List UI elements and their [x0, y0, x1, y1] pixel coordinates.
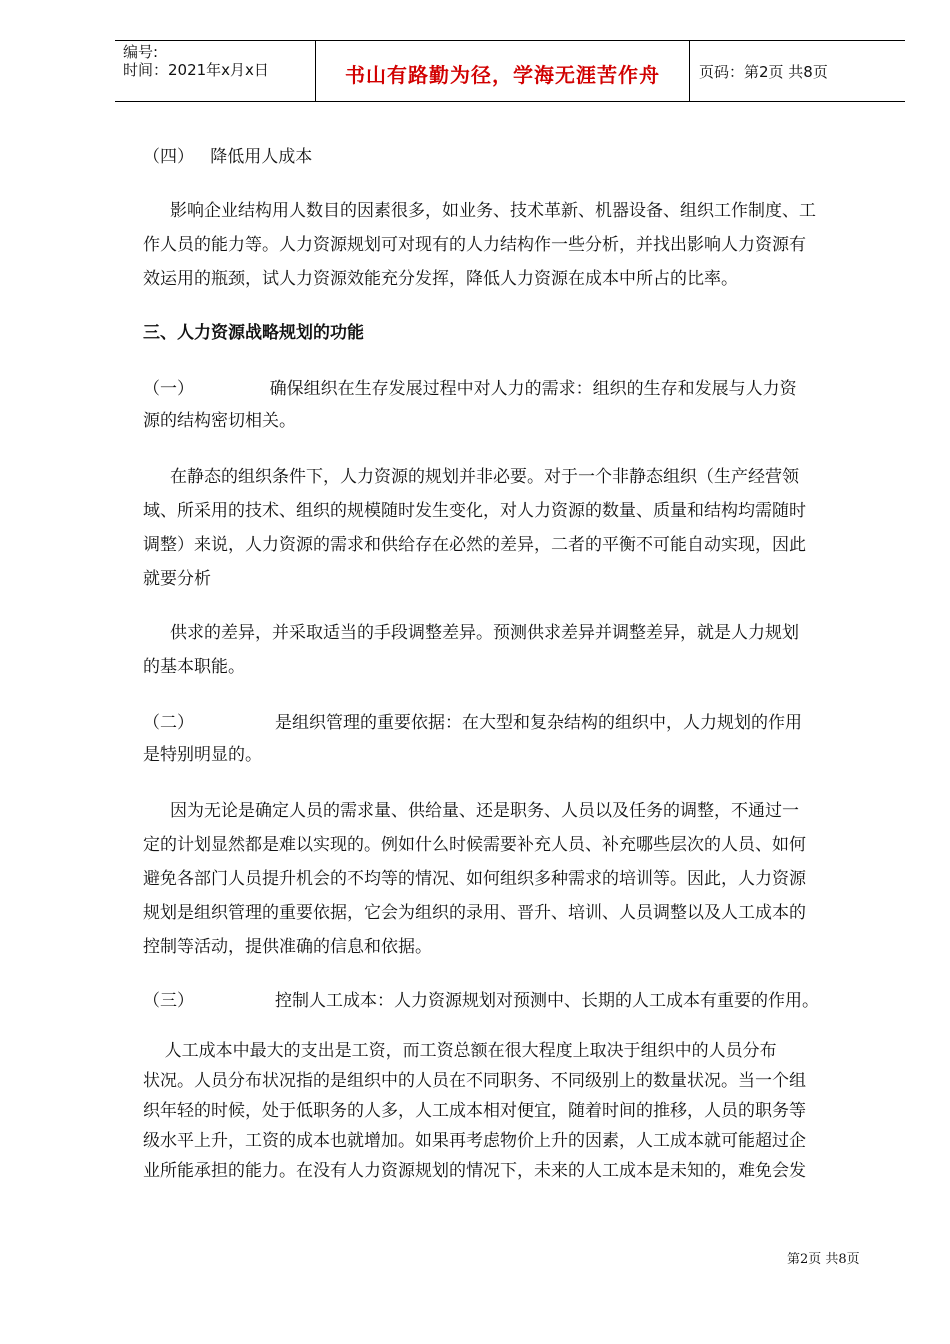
- text-line: 状况。人员分布状况指的是组织中的人员在不同职务、不同级别上的数量状况。当一个组: [143, 1071, 806, 1091]
- text-line: 就要分析: [143, 569, 211, 589]
- text-line: （一） 确保组织在生存发展过程中对人力的需求：组织的生存和发展与人力资: [143, 379, 797, 399]
- text-line: 供求的差异，并采取适当的手段调整差异。预测供求差异并调整差异，就是人力规划: [143, 623, 800, 643]
- text-line: 业所能承担的能力。在没有人力资源规划的情况下，未来的人工成本是未知的，难免会发: [143, 1161, 806, 1181]
- text-line: （二） 是组织管理的重要依据：在大型和复杂结构的组织中，人力规划的作用: [143, 713, 803, 733]
- header-meta: [123, 43, 313, 79]
- text-line: 是特别明显的。: [143, 745, 262, 765]
- header-motto: 书山有路勤为径，学海无涯苦作舟: [345, 63, 660, 87]
- text-line: 级水平上升，工资的成本也就增加。如果再考虑物价上升的因素，人工成本就可能超过企: [143, 1131, 806, 1151]
- text-line: 定的计划显然都是难以实现的。例如什么时候需要补充人员、补充哪些层次的人员、如何: [143, 835, 806, 855]
- chapter-heading: 三、人力资源战略规划的功能: [143, 323, 364, 343]
- text-line: 源的结构密切相关。: [143, 411, 296, 431]
- text-line: 影响企业结构用人数目的因素很多，如业务、技术革新、机器设备、组织工作制度、工: [143, 201, 817, 221]
- text-line: 规划是组织管理的重要依据，它会为组织的录用、晋升、培训、人员调整以及人工成本的: [143, 903, 806, 923]
- text-line: 在静态的组织条件下，人力资源的规划并非必要。对于一个非静态组织（生产经营领: [143, 467, 800, 487]
- footer-page-number: 第2页 共8页: [787, 1252, 860, 1267]
- text-line: 人工成本中最大的支出是工资，而工资总额在很大程度上取决于组织中的人员分布: [143, 1041, 777, 1061]
- text-line: 效运用的瓶颈，试人力资源效能充分发挥，降低人力资源在成本中所占的比率。: [143, 269, 738, 289]
- serial-label: 编号:: [123, 43, 159, 61]
- text-line: 作人员的能力等。人力资源规划可对现有的人力结构作一些分析，并找出影响人力资源有: [143, 235, 806, 255]
- header-page-number: 页码：第2页 共8页: [699, 63, 828, 81]
- text-line: 织年轻的时候，处于低职务的人多，人工成本相对便宜，随着时间的推移，人员的职务等: [143, 1101, 806, 1121]
- section-heading: （四） 降低用人成本: [143, 147, 313, 167]
- text-line: 的基本职能。: [143, 657, 245, 677]
- text-line: 控制等活动，提供准确的信息和依据。: [143, 937, 432, 957]
- header-divider: [689, 41, 690, 101]
- text-line: 避免各部门人员提升机会的不均等的情况、如何组织多种需求的培训等。因此，人力资源: [143, 869, 806, 889]
- text-line: （三） 控制人工成本：人力资源规划对预测中、长期的人工成本有重要的作用。: [143, 991, 820, 1011]
- text-line: 因为无论是确定人员的需求量、供给量、还是职务、人员以及任务的调整，不通过一: [143, 801, 800, 821]
- text-line: 域、所采用的技术、组织的规模随时发生变化，对人力资源的数量、质量和结构均需随时: [143, 501, 806, 521]
- text-line: 调整）来说，人力资源的需求和供给存在必然的差异，二者的平衡不可能自动实现，因此: [143, 535, 806, 555]
- date-label: 时间：2021年x月x日: [123, 61, 269, 79]
- page-header: [115, 40, 905, 102]
